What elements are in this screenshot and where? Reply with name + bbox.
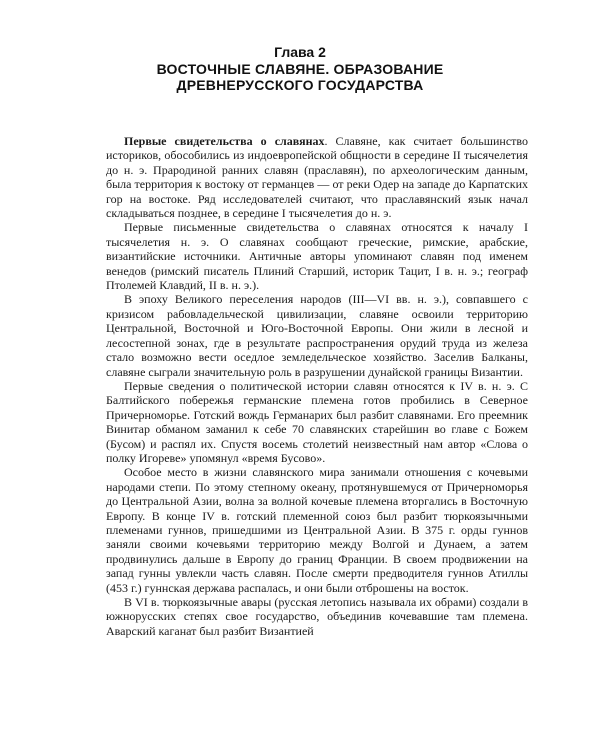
paragraph xyxy=(106,465,528,595)
chapter-label: Глава 2 xyxy=(274,44,326,60)
chapter-title-line-1: ВОСТОЧНЫЕ СЛАВЯНЕ. ОБРАЗОВАНИЕ xyxy=(156,61,444,77)
body-text xyxy=(106,134,528,638)
paragraph xyxy=(106,134,528,220)
chapter-header xyxy=(0,44,600,93)
paragraph xyxy=(106,595,528,638)
paragraph xyxy=(106,379,528,465)
paragraph-text: Особое место в жизни славянского мира занимали отношения с кочевыми народами степи. По этому степному океану, протянувшемуся от Причерноморья до Центральной Азии, волна за волной кочевые племена вторгались в Восточную Европу. В конце IV в. готский племенной союз был разбит тюркоязычными племенами гуннов, пришедшими из Центральной Азии. В 375 г. орды гуннов заняли своими кочевьями территорию между Волгой и Дунаем, а затем продвинулись дальше в Европу до границ Франции. В своем продвижении на запад гунны увлекли часть славян. После смерти предводителя гуннов Атиллы (453 г.) гуннская держава распалась, и они были отброшены на восток. xyxy=(106,465,528,595)
paragraph-text: В VI в. тюркоязычные авары (русская летопись называла их обрами) создали в южнорусских степях свое государство, объединив кочевавшие там племена. Аварский каганат был разбит Византией xyxy=(106,595,528,638)
paragraph-text: В эпоху Великого переселения народов (III—VI вв. н. э.), совпавшего с кризисом рабовладельческой цивилизации, славяне освоили территорию Центральной, Восточной и Юго-Восточной Европы. Они жили в лесной и лесостепной зонах, где в результате распространения орудий труда из железа стало возможно вести оседлое земледельческое хозяйство. Заселив Балканы, славяне сыграли значительную роль в разрушении дунайской границы Византии. xyxy=(106,292,528,379)
paragraph xyxy=(106,292,528,378)
paragraph-text: Первые письменные свидетельства о славянах относятся к началу I тысячелетия н. э. О славянах сообщают греческие, римские, арабские, византийские источники. Античные авторы упоминают славян под именем венедов (римский писатель Плиний Старший, историк Тацит, I в. н. э.; географ Птолемей Клавдий, II в. н. э.). xyxy=(106,220,528,293)
paragraph-text: . Славяне, как считает большинство историков, обособились из индоевропейской общности в середине II тысячелетия до н. э. Прародиной ранних славян (праславян), по археологическим данным, была территория к востоку от германцев — от реки Одер на западе до Карпатских гор на востоке. Ряд исследователей считают, что праславянский язык начал складываться позднее, в середине I тысячелетия до н. э. xyxy=(106,134,529,221)
chapter-title-line-2: ДРЕВНЕРУССКОГО ГОСУДАРСТВА xyxy=(176,77,424,93)
paragraph-lead-heading: Первые свидетельства о славянах xyxy=(124,134,325,148)
paragraph xyxy=(106,220,528,292)
paragraph-text: Первые сведения о политической истории славян относятся к IV в. н. э. С Балтийского побережья германские племена готов пробились в Северное Причерноморье. Готский вождь Германарих был разбит славянами. Его преемник Винитар обманом заманил к себе 70 славянских старейшин во главе с Божем (Бусом) и распял их. Спустя восемь столетий неизвестный нам автор «Слова о полку Игореве» упомянул «время Бусово». xyxy=(106,378,528,465)
